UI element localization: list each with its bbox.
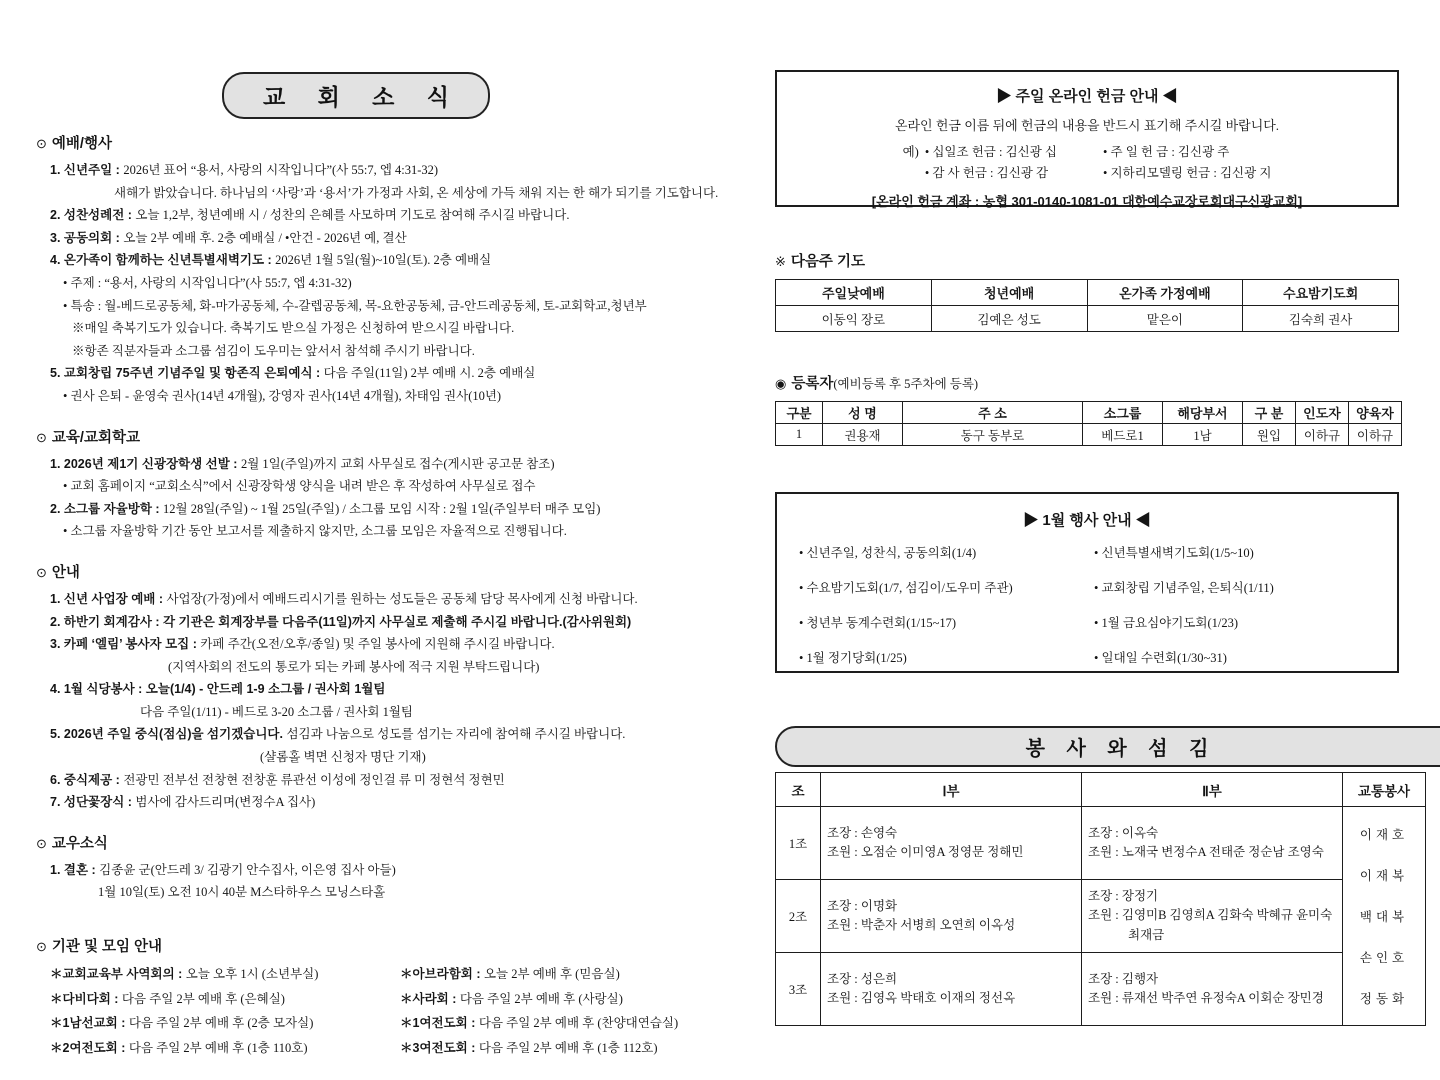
text-line <box>36 227 676 250</box>
service-cell-line: 조원 : 노재국 변정수A 전태준 정순남 조영숙 <box>1088 845 1324 859</box>
event-item: • 1월 금요심야기도회(1/23) <box>1094 616 1239 630</box>
text-line <box>36 611 676 634</box>
prayer-header-row <box>776 280 1399 306</box>
line-text: 다음 주일 2부 예배 후 (사랑실) <box>459 991 623 1006</box>
table-cell: 주 소 <box>903 402 1083 424</box>
table-cell: 권용재 <box>823 424 903 446</box>
traffic-volunteer: 이재호 <box>1359 828 1409 842</box>
text-line <box>36 678 676 701</box>
table-cell: 성 명 <box>823 402 903 424</box>
line-label: 5. 교회창립 75주년 기념주일 및 항존직 은퇴예식 : <box>50 366 324 381</box>
service-part1-cell <box>821 953 1082 1026</box>
section-title: 안내 <box>51 564 80 581</box>
service-header-part2: Ⅱ부 <box>1082 773 1343 807</box>
section-education <box>36 427 676 543</box>
traffic-service-cell <box>1343 807 1426 1026</box>
text-line <box>36 791 676 814</box>
prayer-table <box>775 279 1399 332</box>
service-title-text: 봉 사 와 섬 김 <box>1025 738 1217 760</box>
line-label: 2. 소그룹 자율방학 : <box>50 501 164 516</box>
events-right-column <box>1094 546 1389 686</box>
line-label: 3. 카페 ‘엘림’ 봉사자 모집 : <box>50 637 201 652</box>
table-cell: 김숙희 권사 <box>1243 306 1399 332</box>
registrants-title: 등록자 <box>791 376 834 392</box>
service-section-title <box>775 726 1440 767</box>
offering-example: • 지하리모델링 헌금 : 김신광 지 <box>1103 166 1272 180</box>
registrants-note: (예비등록 후 5주차에 등록) <box>833 377 979 391</box>
table-cell: 1남 <box>1163 424 1243 446</box>
traffic-volunteer: 정동화 <box>1359 992 1409 1006</box>
text-line <box>386 1011 678 1036</box>
section-heading <box>36 833 676 855</box>
text-line <box>36 498 676 521</box>
line-text: 범사에 감사드리며(변정수A 집사) <box>135 795 316 810</box>
section-lines <box>36 453 676 543</box>
prayer-caption <box>775 252 1399 272</box>
event-item: • 1월 정기당회(1/25) <box>799 651 907 665</box>
section-lines <box>36 859 676 904</box>
table-cell: 해당부서 <box>1163 402 1243 424</box>
service-header-traffic: 교통봉사 <box>1343 773 1426 807</box>
line-label: 2. 하반기 회계감사 : 각 기관은 회계장부를 다음주(11일)까지 사무실로 제출해 주시길 바랍니다.(감사위원회) <box>50 614 632 629</box>
line-text: 오늘 2부 예배 후. 2층 예배실 / •안건 - 2026년 예, 결산 <box>123 230 407 245</box>
line-text: (지역사회의 전도의 통로가 되는 카페 봉사에 적극 지원 부탁드립니다) <box>168 659 540 674</box>
line-text: ※항존 직분자들과 소그룹 섬김이 도우미는 앞서서 참석해 주시기 바랍니다. <box>72 343 475 358</box>
text-line <box>36 182 719 205</box>
traffic-volunteer: 손인호 <box>1359 951 1409 965</box>
service-part2-cell <box>1082 807 1343 880</box>
circled-dot-icon: ⊙ <box>36 939 47 955</box>
event-item: • 신년특별새벽기도회(1/5~10) <box>1094 546 1254 560</box>
table-cell: 양육자 <box>1349 402 1402 424</box>
text-line <box>386 1036 678 1061</box>
service-cell-line: 조장 : 손영숙 <box>827 825 898 840</box>
service-cell-line: 조장 : 장정기 <box>1088 888 1159 903</box>
line-text: 김종윤 군(안드레 3/ 김광기 안수집사, 이은영 집사 아들) <box>99 862 396 877</box>
line-text: 오늘 오후 1시 (소년부실) <box>185 967 319 982</box>
event-item: • 청년부 동계수련회(1/15~17) <box>799 616 957 630</box>
table-cell: 김예은 성도 <box>931 306 1087 332</box>
service-header-part1: Ⅰ부 <box>821 773 1082 807</box>
line-text: 사업장(가정)에서 예배드리시기를 원하는 성도들은 공동체 담당 목사에게 신청 바랍니다. <box>166 591 638 606</box>
table-cell: 이하규 <box>1296 424 1349 446</box>
page-title-text: 교 회 소 식 <box>262 84 463 110</box>
service-part2-lines <box>1088 824 1336 863</box>
table-cell: 수요밤기도회 <box>1243 280 1399 306</box>
service-row-1 <box>776 807 1426 880</box>
service-cell-line: 조장 : 성은희 <box>827 971 898 986</box>
service-table <box>775 772 1426 1026</box>
table-cell: 온가족 가정예배 <box>1087 280 1243 306</box>
left-column <box>36 72 719 1060</box>
registrants-header-row <box>776 402 1402 424</box>
offering-examples-row <box>777 142 1397 184</box>
fisheye-icon: ◉ <box>775 376 787 391</box>
service-table-block <box>775 772 1411 1026</box>
table-cell: 맡은이 <box>1087 306 1243 332</box>
circled-dot-icon: ⊙ <box>36 835 47 851</box>
table-cell: 인도자 <box>1296 402 1349 424</box>
service-cell-line: 조원 : 박춘자 서병희 오연희 이옥성 <box>827 918 1016 932</box>
text-line <box>36 249 676 272</box>
line-text: • 권사 은퇴 - 윤영숙 권사(14년 4개월), 강영자 권사(14년 4개월), 차태임 권사(10년) <box>63 388 502 403</box>
january-events-box <box>775 492 1399 673</box>
text-line <box>36 769 676 792</box>
line-label: 1. 신년 사업장 예배 : <box>50 591 167 606</box>
service-cell-line: 조장 : 이옥숙 <box>1088 825 1159 840</box>
line-text: • 특송 : 월-베드로공동체, 화-마가공동체, 수-갈렙공동체, 목-요한공동체, 금-안드레공동체, 토-교회학교,청년부 <box>63 298 647 313</box>
table-cell: 청년예배 <box>931 280 1087 306</box>
line-text: 섬김과 나눔으로 성도를 섬기는 자리에 참여해 주시길 바랍니다. <box>286 727 626 742</box>
traffic-names <box>1344 825 1424 1007</box>
text-line <box>36 881 676 904</box>
traffic-volunteer: 이재복 <box>1359 869 1409 883</box>
line-text: 다음 주일 2부 예배 후 (찬양대연습실) <box>478 1016 679 1031</box>
text-line <box>36 159 676 182</box>
section-heading <box>36 562 676 584</box>
text-line <box>36 746 676 769</box>
service-row-3 <box>776 953 1426 1026</box>
section-title: 기관 및 모임 안내 <box>51 939 163 956</box>
section-member-news <box>36 833 676 904</box>
section-heading <box>36 133 676 155</box>
service-part1-lines <box>827 897 1075 936</box>
text-line <box>36 633 676 656</box>
circled-dot-icon: ⊙ <box>36 564 47 580</box>
service-group-label: 1조 <box>776 807 821 880</box>
line-text: 다음 주일(11일) 2부 예배 시. 2층 예배실 <box>323 366 536 381</box>
service-group-label: 3조 <box>776 953 821 1026</box>
registrants-data-row <box>776 424 1402 446</box>
line-label: 2. 성찬성례전 : <box>50 208 136 223</box>
offering-examples <box>925 142 1272 184</box>
line-label: 4. 1월 식당봉사 : 오늘(1/4) - 안드레 1-9 소그룹 / 권사회 1월팀 <box>50 682 386 697</box>
table-cell: 이하규 <box>1349 424 1402 446</box>
table-cell: 구분 <box>776 402 823 424</box>
line-text: 2월 1일(주일)까지 교회 사무실로 접수(게시판 공고문 참조) <box>240 456 555 471</box>
line-label: 1. 신년주일 : <box>50 163 124 177</box>
line-text: 다음 주일 2부 예배 후 (2층 모자실) <box>128 1016 314 1031</box>
line-label: ＊아브라함회 : <box>400 967 484 982</box>
offering-account: [온라인 헌금 계좌 : 농협 301-0140-1081-01 대한예수교장로회대구신광교회] <box>871 194 1303 209</box>
line-label: 4. 온가족이 함께하는 신년특별새벽기도 : <box>50 253 276 268</box>
text-line <box>36 453 676 476</box>
events-left-column <box>799 546 1094 686</box>
line-text: 오늘 1,2부, 청년예배 시 / 성찬의 은혜를 사모하며 기도로 참여해 주시길 바랍니다. <box>135 208 570 223</box>
page-title <box>222 72 490 119</box>
offering-example-prefix: 예) <box>902 145 919 159</box>
line-text: 새해가 밝았습니다. 하나님의 ‘사랑’과 ‘용서’가 가정과 사회, 온 세상에 가득 채워 지는 한 해가 되기를 기도합니다. <box>114 185 719 200</box>
text-line <box>36 475 676 498</box>
line-label: 1. 2026년 제1기 신광장학생 선발 : <box>50 456 241 471</box>
text-line <box>36 987 386 1012</box>
line-label: ＊교회교육부 사역회의 : <box>50 967 186 982</box>
text-line <box>386 987 678 1012</box>
service-row-2 <box>776 880 1426 953</box>
line-text: 다음 주일 2부 예배 후 (은혜실) <box>121 991 285 1006</box>
registrants-caption <box>775 374 1399 394</box>
text-line <box>36 1011 386 1036</box>
table-cell: 1 <box>776 424 823 446</box>
line-text: 다음 주일(1/11) - 베드로 3-20 소그룹 / 권사회 1월팀 <box>140 704 414 719</box>
service-header-row <box>776 773 1426 807</box>
text-line <box>36 656 676 679</box>
text-line <box>36 317 676 340</box>
line-text: 카페 주간(오전/오후/종일) 및 주일 봉사에 지원해 주시길 바랍니다. <box>200 637 555 652</box>
prayer-title: 다음주 기도 <box>790 254 865 270</box>
text-line <box>36 962 386 987</box>
service-group-label: 2조 <box>776 880 821 953</box>
service-part2-lines <box>1088 887 1336 946</box>
event-item: • 수요밤기도회(1/7, 섬김이/도우미 주관) <box>799 581 1013 595</box>
text-line <box>36 520 676 543</box>
text-line <box>386 962 678 987</box>
section-organizations <box>36 936 679 1060</box>
line-text: 1월 10일(토) 오전 10시 40분 M스타하우스 모닝스타홀 <box>98 885 386 900</box>
service-part1-cell <box>821 880 1082 953</box>
section-title: 예배/행사 <box>51 136 112 152</box>
service-header-group: 조 <box>776 773 821 807</box>
line-text: 다음 주일 2부 예배 후 (1층 112호) <box>478 1040 658 1055</box>
table-cell: 원입 <box>1243 424 1296 446</box>
circled-dot-icon: ⊙ <box>36 136 47 151</box>
service-cell-line: 조장 : 이명화 <box>827 898 898 913</box>
section-heading <box>36 427 676 449</box>
line-label: 3. 공동의회 : <box>50 230 124 245</box>
offering-example: • 십일조 헌금 : 김신광 십 <box>924 145 1058 159</box>
organization-grid <box>36 962 679 1060</box>
line-text: 2026년 1월 5일(월)~10일(토). 2층 예배실 <box>275 253 492 268</box>
prayer-data-row <box>776 306 1399 332</box>
line-text: 2026년 표어 “용서, 사랑의 시작입니다”(사 55:7, 엡 4:31-32) <box>123 163 439 177</box>
line-text: ※매일 축복기도가 있습니다. 축복기도 받으실 가정은 신청하여 받으시길 바랍니다. <box>72 321 515 336</box>
line-text: 다음 주일 2부 예배 후 (1층 110호) <box>128 1040 308 1055</box>
text-line <box>36 723 676 746</box>
service-cell-line: 조원 : 오점순 이미영A 정영문 정해민 <box>827 845 1024 859</box>
text-line <box>36 204 676 227</box>
registrants-block <box>775 374 1399 446</box>
section-heading <box>36 936 676 958</box>
service-part1-cell <box>821 807 1082 880</box>
next-week-prayer-block <box>775 252 1399 332</box>
text-line <box>36 295 676 318</box>
line-label: ＊2여전도회 : <box>50 1040 129 1055</box>
line-label: ＊사라회 : <box>400 991 460 1006</box>
offering-box-subtitle: 온라인 헌금 이름 뒤에 헌금의 내용을 반드시 표기해 주시길 바랍니다. <box>894 118 1280 133</box>
event-item: • 신년주일, 성찬식, 공동의회(1/4) <box>799 546 977 560</box>
service-part2-cell <box>1082 953 1343 1026</box>
line-label: 5. 2026년 주일 중식(점심)을 섬기겠습니다. <box>50 727 287 742</box>
line-label: 7. 성단꽃장식 : <box>50 795 136 810</box>
section-lines <box>36 588 676 814</box>
line-label: ＊1남선교회 : <box>50 1016 129 1031</box>
line-text: (샬롬홀 벽면 신청자 명단 기재) <box>260 750 426 765</box>
text-line <box>36 340 676 363</box>
line-text: • 소그룹 자율방학 기간 동안 보고서를 제출하지 않지만, 소그룹 모임은 자율적으로 진행됩니다. <box>63 524 567 539</box>
traffic-volunteer: 백대복 <box>1359 910 1409 924</box>
text-line <box>36 272 676 295</box>
line-text: 12월 28일(주일) ~ 1월 25일(주일) / 소그룹 모임 시작 : 2월 1일(주일부터 매주 모임) <box>163 501 601 516</box>
section-title: 교우소식 <box>51 835 108 852</box>
service-cell-line: 조원 : 류재선 박주연 유정숙A 이회순 장민경 <box>1088 991 1324 1005</box>
event-item: • 교회창립 기념주일, 은퇴식(1/11) <box>1094 581 1274 595</box>
text-line <box>36 1036 386 1061</box>
text-line <box>36 385 676 408</box>
line-label: ＊다비다회 : <box>50 991 122 1006</box>
table-cell: 이동익 장로 <box>776 306 932 332</box>
registrants-table <box>775 401 1402 446</box>
section-notices <box>36 562 676 814</box>
line-label: 6. 중식제공 : <box>50 772 124 787</box>
line-label: ＊1여전도회 : <box>400 1016 479 1031</box>
table-cell: 주일낮예배 <box>776 280 932 306</box>
online-offering-box <box>775 70 1399 207</box>
offering-box-title: ▶ 주일 온라인 헌금 안내 ◀ <box>996 88 1178 105</box>
section-worship <box>36 133 719 408</box>
table-cell: 소그룹 <box>1083 402 1163 424</box>
line-text: 전광민 전부선 전창현 전창훈 류관선 이성에 정인걸 류 미 정현석 정현민 <box>123 772 505 787</box>
line-text: • 교회 홈페이지 “교회소식”에서 신광장학생 양식을 내려 받은 후 작성하여 사무실로 접수 <box>63 479 536 494</box>
circled-dot-icon: ⊙ <box>36 429 47 445</box>
section-title: 교육/교회학교 <box>51 429 140 446</box>
line-label: 1. 결혼 : <box>50 862 100 877</box>
line-text: 오늘 2부 예배 후 (믿음실) <box>483 967 620 982</box>
text-line <box>36 859 676 882</box>
table-cell: 동구 동부로 <box>903 424 1083 446</box>
offering-example: • 감 사 헌금 : 김신광 감 <box>924 166 1049 180</box>
line-label: ＊3여전도회 : <box>400 1040 479 1055</box>
events-box-title: ▶ 1월 행사 안내 ◀ <box>1023 512 1151 529</box>
service-part1-lines <box>827 970 1075 1009</box>
service-cell-line: 조원 : 김영옥 박태호 이재의 정선옥 <box>827 991 1016 1005</box>
service-part2-cell <box>1082 880 1343 953</box>
service-cell-line: 조장 : 김행자 <box>1088 971 1159 986</box>
service-part2-lines <box>1088 970 1336 1009</box>
event-item: • 일대일 수련회(1/30~31) <box>1094 651 1227 665</box>
text-line <box>36 701 676 724</box>
section-lines <box>36 159 719 408</box>
text-line <box>36 362 676 385</box>
table-cell: 베드로1 <box>1083 424 1163 446</box>
service-part1-lines <box>827 824 1075 863</box>
offering-example: • 주 일 헌 금 : 김신광 주 <box>1103 145 1230 159</box>
events-columns <box>777 530 1397 686</box>
service-cell-line: 조원 : 김영미B 김영희A 김화숙 박혜규 윤미숙 최재금 <box>1088 908 1333 942</box>
text-line <box>36 588 676 611</box>
table-cell: 구 분 <box>1243 402 1296 424</box>
reference-mark-icon: ※ <box>775 254 786 269</box>
line-text: • 주제 : “용서, 사랑의 시작입니다”(사 55:7, 엡 4:31-32) <box>63 275 352 290</box>
